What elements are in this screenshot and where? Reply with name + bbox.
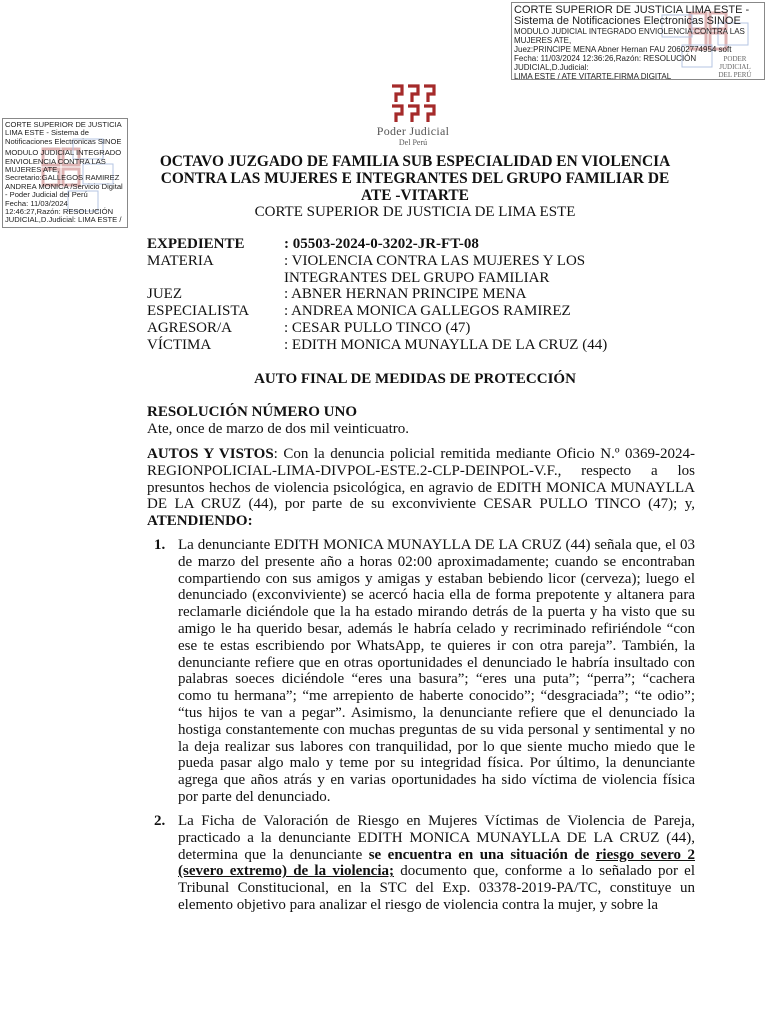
case-label: AGRESOR/A bbox=[147, 319, 233, 336]
document-title: AUTO FINAL DE MEDIDAS DE PROTECCIÓN bbox=[254, 371, 576, 387]
signature-line: MODULO JUDICIAL INTEGRADO ENVIOLENCIA CONTRA LAS MUJERES ATE, bbox=[514, 27, 745, 45]
signature-line: Fecha: 11/03/2024 12:36:26,Razón: RESOLUCIÓN JUDICIAL,D.Judicial: bbox=[514, 54, 697, 72]
poder-judicial-logo bbox=[363, 82, 463, 154]
signature-line: LIMA ESTE / ATE VITARTE,FIRMA DIGITAL bbox=[514, 72, 672, 80]
logo-subname: Del Perú bbox=[398, 138, 428, 147]
item-text-risk-level: riesgo severo 2 (severo extremo) de la violencia; bbox=[178, 846, 696, 880]
item-text-emphasis: se encuentra en una situación de bbox=[368, 846, 596, 863]
signature-line: Secretario:GALLEGOS RAMIREZ ANDREA MONICA /Servicio Digital - Poder Judicial del Perú bbox=[5, 173, 123, 200]
court-title-line: OCTAVO JUZGADO DE FAMILIA SUB ESPECIALIDAD EN VIOLENCIA bbox=[159, 153, 671, 170]
item-text: La denunciante EDITH MONICA MUNAYLLA DE LA CRUZ (44) señala que, el 03 de marzo del presente año a horas 02:00 aproximadamente; cuando se encontraban compartiendo con sus amigos y amigas y estaban bebiendo licor (cerveza); luego el denunciado (exconviviente) se acercó hacia ella de forma prepotente y altanera para reclamarle diciéndole que la ha estado mirando detrás de la puerta y ha visto que su amigo le ha querido besar, además le habría celado y recriminado refiriéndole “con ese te estas escribiendo por WhatsApp, te quieres ir con otra pareja”. También, la denunciante refiere que en otras oportunidades el denunciado le habría insultado con palabras soeces diciéndole “eres una basura”; “eres una puta”; “perra”; “cachera como tu hermana”; “me arrepiento de haberte conocido”; “desgraciada”; “te odio”; “tus hijos te van a pegar”. Asimismo, la denunciante refiere que el denunciado la hostiga constantemente con muchas preguntas de su vida personal y sentimental y no la deja realizar sus labores con tranquilidad, por lo que siente mucho miedo que le pueda pasar algo malo y teme por su integridad física. Por último, la denunciante agrega que años atrás y en varias oportunidades ha sido víctima de violencia física por parte del denunciado. bbox=[178, 537, 695, 805]
digital-signature-judge bbox=[511, 2, 765, 80]
signature-line: MODULO JUDICIAL INTEGRADO ENVIOLENCIA CONTRA LAS MUJERES ATE, bbox=[5, 148, 122, 175]
autos-y-vistos-paragraph bbox=[147, 446, 695, 530]
case-value: : CESAR PULLO TINCO (47) bbox=[284, 319, 471, 336]
case-label: ESPECIALISTA bbox=[147, 303, 250, 320]
numbered-item bbox=[147, 537, 695, 806]
case-label: EXPEDIENTE bbox=[147, 236, 245, 252]
autos-heading: AUTOS Y VISTOS bbox=[147, 446, 274, 462]
case-row-expediente bbox=[147, 236, 614, 253]
signature-line: Sistema de Notificaciones Electronicas SINOE bbox=[514, 15, 741, 27]
case-details bbox=[147, 236, 614, 354]
court-title bbox=[140, 153, 690, 204]
item-text bbox=[178, 813, 695, 914]
digital-signature-secretary bbox=[2, 118, 128, 228]
item-text-part: La Ficha de Valoración de Riesgo en Mujeres Víctimas de Violencia de Pareja, practicado a la denunciante EDITH MONICA MUNAYLLA DE LA CRUZ (44), determina que la denunciante bbox=[178, 813, 695, 863]
item-text-part: documento que, conforme a lo señalado por el Tribunal Constitucional, en la STC del Exp. 03378-2019-PA/TC, constituye un elemento objetivo para analizar el riesgo de violencia contra la mujer, y sobre la bbox=[178, 863, 696, 913]
item-number: 2. bbox=[154, 813, 166, 829]
atendiendo-heading: ATENDIENDO: bbox=[147, 513, 253, 530]
case-value-line: INTEGRANTES DEL GRUPO FAMILIAR bbox=[284, 269, 550, 286]
case-row-victima bbox=[147, 337, 614, 354]
case-row-agresor bbox=[147, 320, 614, 337]
signature-line: CORTE SUPERIOR DE JUSTICIA LIMA ESTE - bbox=[514, 4, 750, 16]
case-row-juez bbox=[147, 286, 614, 303]
case-row-materia bbox=[147, 253, 614, 287]
case-label: VÍCTIMA bbox=[147, 336, 212, 353]
autos-text: : Con la denuncia policial remitida mediante Oficio N.º 0369-2024-REGIONPOLICIAL-LIMA-DIVPOL-ESTE.2-CLP-DEINPOL-V.F., respecto a los presuntos hechos de violencia psicológica, en agravio de EDITH MONICA MUNAYLLA DE LA CRUZ (44), por parte de su exconviviente CESAR PULLO TINCO (47); y, bbox=[147, 446, 695, 513]
seal-label: PODER JUDICIAL DEL PERÚ bbox=[718, 55, 752, 79]
case-value: : ABNER HERNAN PRINCIPE MENA bbox=[284, 286, 527, 303]
resolution-date: Ate, once de marzo de dos mil veinticuatro. bbox=[147, 421, 409, 437]
numbered-item bbox=[147, 813, 695, 914]
superior-court: CORTE SUPERIOR DE JUSTICIA DE LIMA ESTE bbox=[254, 204, 576, 220]
case-value: : EDITH MONICA MUNAYLLA DE LA CRUZ (44) bbox=[284, 336, 608, 353]
case-row-especialista bbox=[147, 303, 614, 320]
signature-line: Juez:PRINCIPE MENA Abner Hernan FAU 20602774954 soft bbox=[514, 45, 732, 54]
court-title-line: ATE -VITARTE bbox=[361, 187, 469, 204]
signature-line: CORTE SUPERIOR DE JUSTICIA LIMA ESTE - Sistema de Notificaciones Electronicas SINOE bbox=[5, 120, 122, 146]
case-value: : 05503-2024-0-3202-JR-FT-08 bbox=[284, 236, 479, 252]
signature-line: Fecha: 11/03/2024 12:46:27,Razón: RESOLUCIÓN JUDICIAL,D.Judicial: LIMA ESTE / bbox=[5, 198, 122, 225]
case-value-line: : VIOLENCIA CONTRA LAS MUJERES Y LOS bbox=[284, 252, 586, 269]
case-label: MATERIA bbox=[147, 252, 214, 269]
item-number: 1. bbox=[154, 537, 166, 553]
case-value: : ANDREA MONICA GALLEGOS RAMIREZ bbox=[284, 303, 571, 320]
logo-name: Poder Judicial bbox=[376, 124, 450, 138]
resolution-number: RESOLUCIÓN NÚMERO UNO bbox=[147, 404, 358, 420]
court-title-line: CONTRA LAS MUJERES E INTEGRANTES DEL GRUPO FAMILIAR DE bbox=[160, 170, 670, 187]
case-value bbox=[284, 253, 614, 287]
case-label: JUEZ bbox=[147, 286, 182, 303]
poder-judicial-seal-icon bbox=[363, 82, 463, 124]
